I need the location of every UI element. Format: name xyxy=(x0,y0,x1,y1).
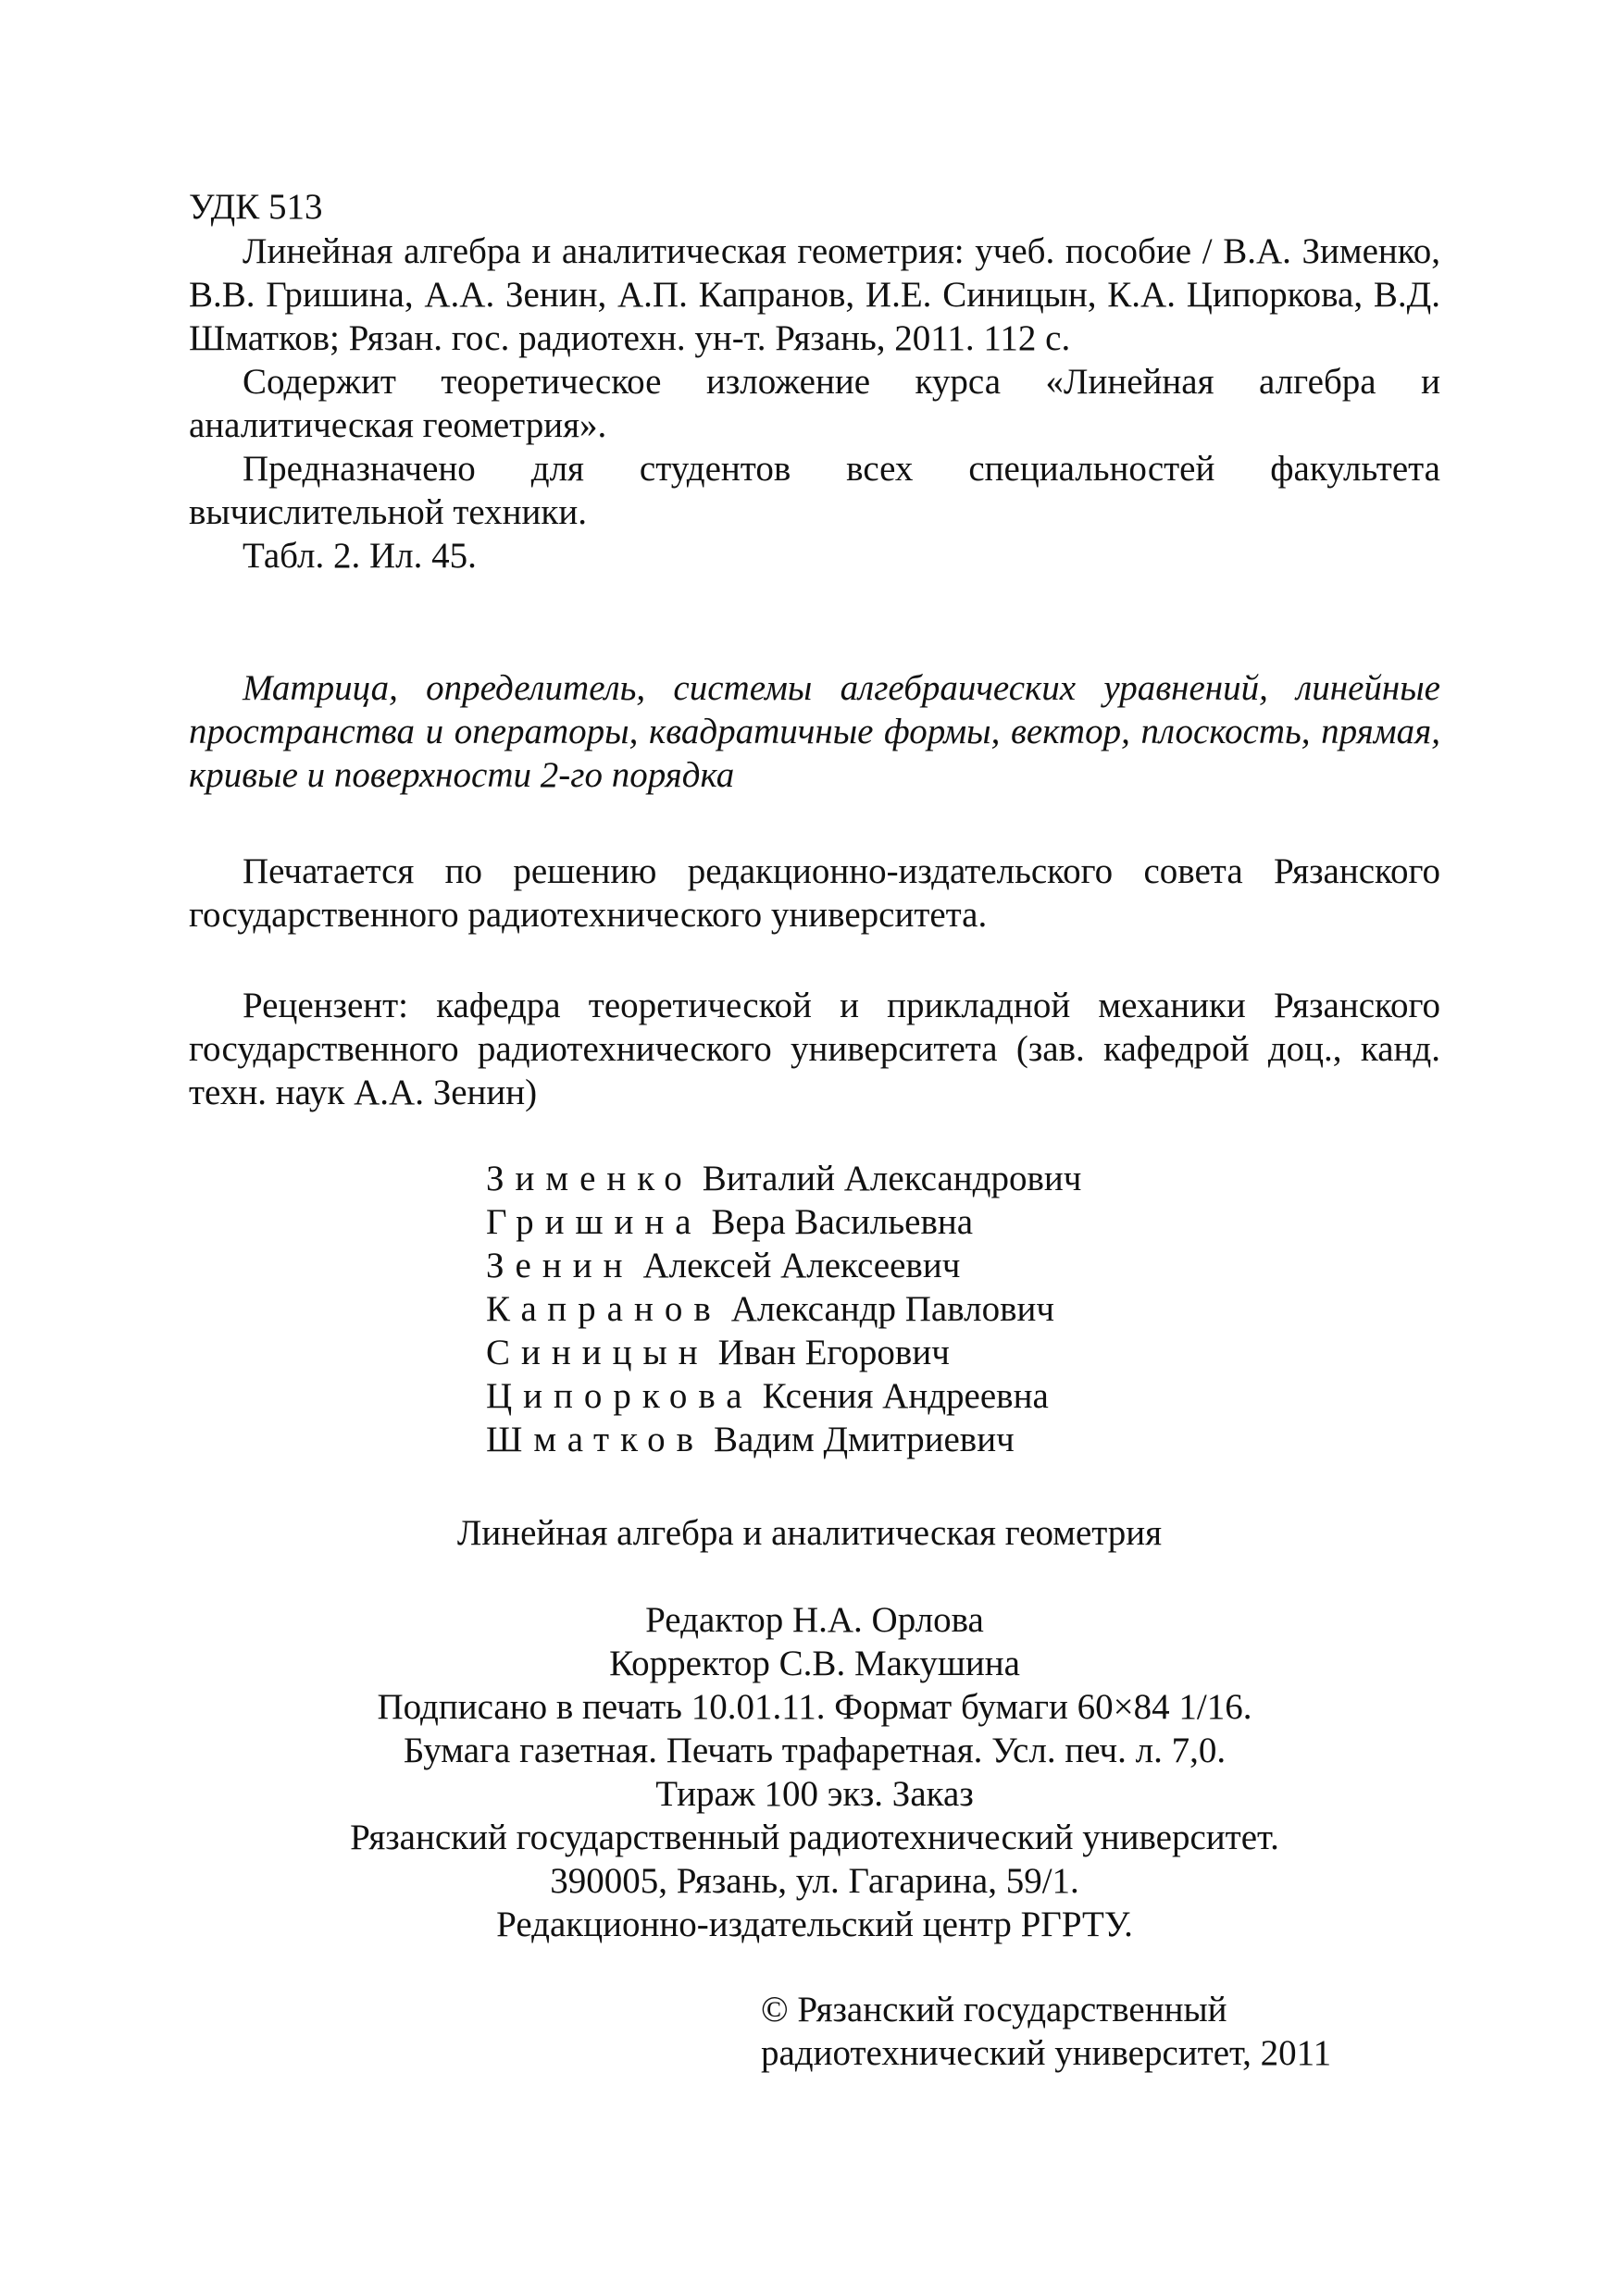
udk-text: УДК 513 xyxy=(189,187,323,227)
print-run-line: Тираж 100 экз. Заказ xyxy=(655,1774,974,1814)
editor-line: Редактор Н.А. Орлова xyxy=(645,1600,984,1640)
copyright-line-1: © Рязанский государственный xyxy=(761,1990,1227,2029)
author-surname: Капранов xyxy=(486,1289,722,1329)
bibliographic-description: Линейная алгебра и аналитическая геометрия: учеб. пособие / В.А. Зименко, В.В. Гришина, А.А. Зенин, А.П. Капранов, И.Е. Синицын, К.А. Ципоркова, В.Д. Шматков; Рязан. гос. радиотехн. ун-т. Рязань, 2011. 112 с. xyxy=(189,231,1440,358)
proofreader-line: Корректор С.В. Макушина xyxy=(609,1644,1020,1683)
author-surname: Зименко xyxy=(486,1159,693,1198)
author-entry xyxy=(486,1374,1081,1418)
paper-line: Бумага газетная. Печать трафаретная. Усл. печ. л. 7,0. xyxy=(403,1731,1227,1770)
author-given-name: Виталий Александрович xyxy=(702,1159,1082,1198)
author-entry xyxy=(486,1244,1081,1287)
author-given-name: Вера Васильевна xyxy=(711,1202,974,1242)
keywords xyxy=(189,666,1440,797)
publishing-center-line: Редакционно-издательский центр РГРТУ. xyxy=(496,1905,1133,1944)
council-note-text: Печатается по решению редакционно-издательского совета Рязанского государственного радиотехнического университета. xyxy=(189,851,1440,935)
reviewer-text: Рецензент: кафедра теоретической и прикладной механики Рязанского государственного радиотехнического университета (зав. кафедрой доц., канд. техн. наук А.А. Зенин) xyxy=(189,986,1440,1112)
address-line: 390005, Рязань, ул. Гагарина, 59/1. xyxy=(550,1861,1079,1901)
author-entry xyxy=(486,1200,1081,1244)
copyright-line-2: радиотехнический университет, 2011 xyxy=(761,2033,1332,2073)
tables-illustrations-note: Табл. 2. Ил. 45. xyxy=(243,536,477,576)
imprint-block xyxy=(189,1598,1440,1946)
author-entry xyxy=(486,1287,1081,1331)
author-surname: Зенин xyxy=(486,1246,634,1285)
author-given-name: Алексей Алексеевич xyxy=(642,1246,961,1285)
author-surname: Шматков xyxy=(486,1420,704,1459)
udk-code xyxy=(189,185,1440,229)
audience-note: Предназначено для студентов всех специальностей факультета вычислительной техники. xyxy=(189,449,1440,532)
author-surname: Синицын xyxy=(486,1333,709,1372)
bibliographic-record xyxy=(189,230,1440,577)
publisher-line: Рязанский государственный радиотехнический университет. xyxy=(350,1818,1279,1857)
author-given-name: Вадим Дмитриевич xyxy=(713,1420,1015,1459)
colophon-title: Линейная алгебра и аналитическая геометрия xyxy=(456,1513,1163,1553)
author-entry xyxy=(486,1418,1081,1461)
reviewer-note xyxy=(189,984,1440,1114)
author-given-name: Иван Егорович xyxy=(717,1333,950,1372)
signed-line: Подписано в печать 10.01.11. Формат бумаги 60×84 1/16. xyxy=(377,1687,1252,1727)
council-note xyxy=(189,850,1440,937)
keywords-text: Матрица, определитель, системы алгебраических уравнений, линейные пространства и операторы, квадратичные формы, вектор, плоскость, прямая, кривые и поверхности 2-го порядка xyxy=(189,668,1440,795)
author-surname: Ципоркова xyxy=(486,1376,753,1416)
authors-list xyxy=(486,1157,1081,1461)
copyright-notice xyxy=(761,1988,1331,2075)
author-entry xyxy=(486,1157,1081,1200)
author-given-name: Александр Павлович xyxy=(730,1289,1054,1329)
author-entry xyxy=(486,1331,1081,1374)
author-given-name: Ксения Андреевна xyxy=(762,1376,1049,1416)
contents-note: Содержит теоретическое изложение курса «Линейная алгебра и аналитическая геометрия». xyxy=(189,362,1440,445)
author-surname: Гришина xyxy=(486,1202,703,1242)
